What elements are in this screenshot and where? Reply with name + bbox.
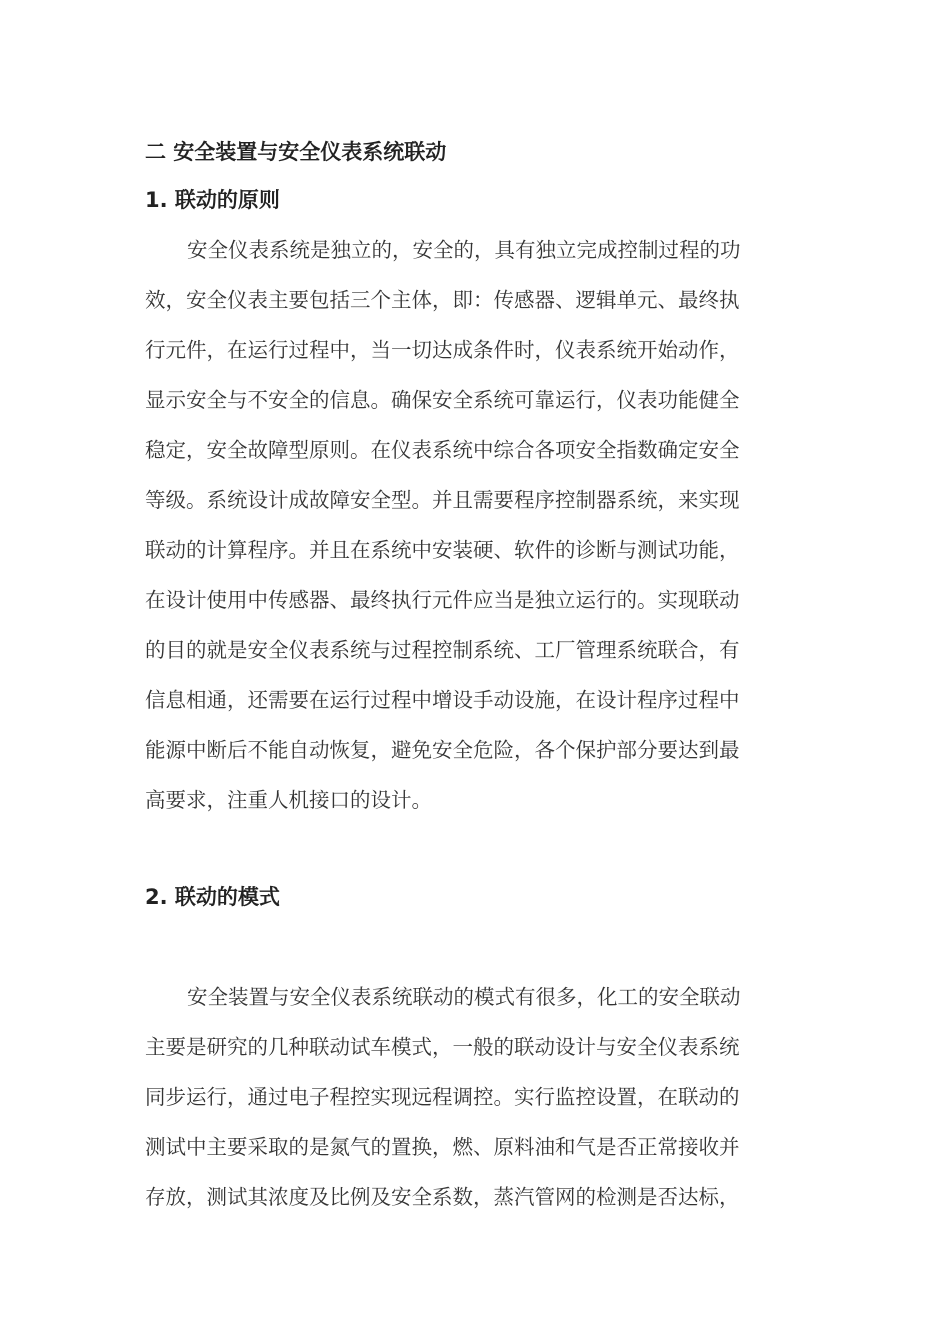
paragraph-line: 能源中断后不能自动恢复，避免安全危险，各个保护部分要达到最 [145, 738, 740, 762]
paragraph-line: 的目的就是安全仪表系统与过程控制系统、工厂管理系统联合，有 [145, 638, 740, 662]
subsection-heading-mode: 2. 联动的模式 [145, 885, 280, 909]
paragraph-line: 联动的计算程序。并且在系统中安装硬、软件的诊断与测试功能， [145, 538, 740, 562]
paragraph-line: 行元件，在运行过程中，当一切达成条件时，仪表系统开始动作， [145, 338, 740, 362]
paragraph-line: 在设计使用中传感器、最终执行元件应当是独立运行的。实现联动 [145, 588, 740, 612]
paragraph-line: 安全装置与安全仪表系统联动的模式有很多，化工的安全联动 [187, 985, 741, 1009]
section-title: 二 安全装置与安全仪表系统联动 [145, 140, 447, 164]
paragraph-line: 同步运行，通过电子程控实现远程调控。实行监控设置，在联动的 [145, 1085, 740, 1109]
paragraph-line: 安全仪表系统是独立的，安全的，具有独立完成控制过程的功 [187, 238, 741, 262]
paragraph-mode [145, 979, 805, 1229]
paragraph-line: 测试中主要采取的是氮气的置换，燃、原料油和气是否正常接收并 [145, 1135, 740, 1159]
paragraph-line: 效，安全仪表主要包括三个主体，即：传感器、逻辑单元、最终执 [145, 288, 740, 312]
paragraph-line: 等级。系统设计成故障安全型。并且需要程序控制器系统，来实现 [145, 488, 740, 512]
paragraph-line: 稳定，安全故障型原则。在仪表系统中综合各项安全指数确定安全 [145, 438, 740, 462]
paragraph-principle [145, 232, 805, 832]
paragraph-line: 显示安全与不安全的信息。确保安全系统可靠运行，仪表功能健全 [145, 388, 740, 412]
subsection-heading-principle: 1. 联动的原则 [145, 188, 280, 212]
paragraph-line: 主要是研究的几种联动试车模式，一般的联动设计与安全仪表系统 [145, 1035, 740, 1059]
paragraph-line: 高要求，注重人机接口的设计。 [145, 788, 432, 812]
paragraph-line: 信息相通，还需要在运行过程中增设手动设施，在设计程序过程中 [145, 688, 740, 712]
paragraph-line: 存放，测试其浓度及比例及安全系数，蒸汽管网的检测是否达标， [145, 1185, 740, 1209]
